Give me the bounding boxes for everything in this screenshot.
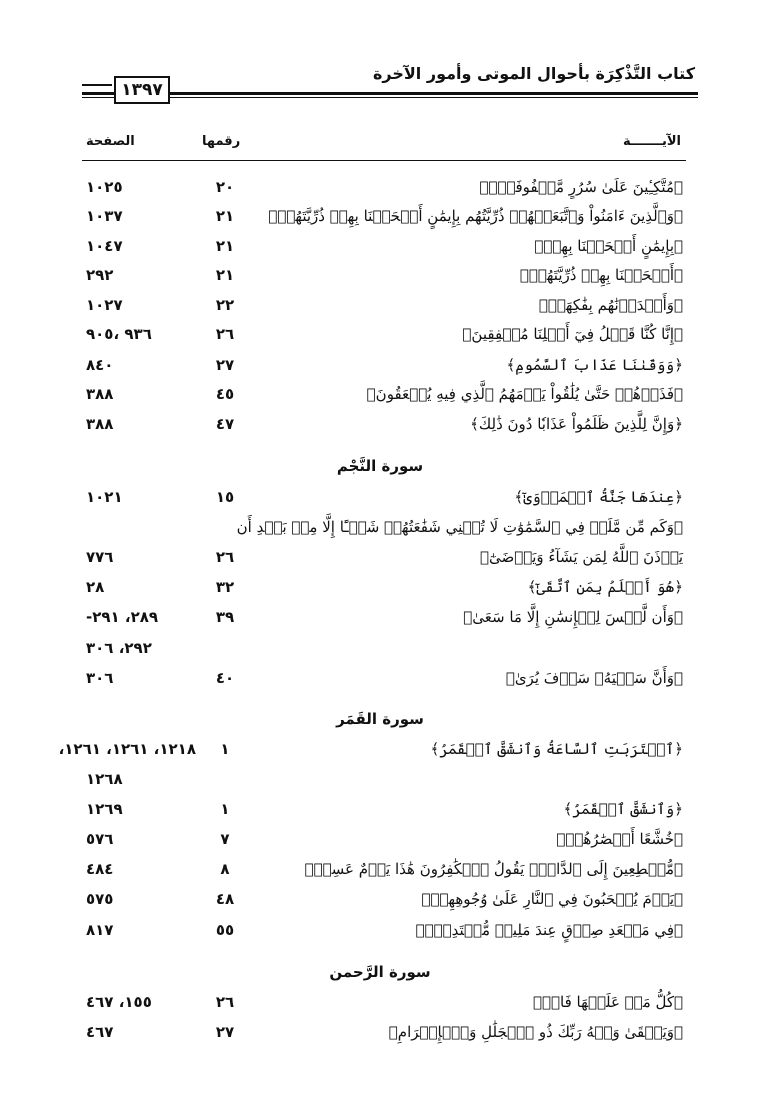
page-references: ٩٣٦ ،٩٠٥ (86, 325, 152, 343)
verse-number: ٤٥ (215, 385, 235, 403)
verse-text: ﴿وَوَقَىٰنَا عَذَابَ ٱلسَّمُومِ﴾ (506, 356, 683, 374)
verse-number: ٧ (220, 830, 230, 848)
page-references: ٢٨ (86, 578, 105, 596)
verse-number: ٤٨ (215, 890, 235, 908)
verse-number: ٨ (220, 860, 230, 878)
surah-heading: سورة القَمَر (336, 710, 424, 728)
verse-number: ٣٢ (215, 578, 235, 596)
page-references: ٣٨٨ (86, 415, 114, 433)
verse-text: ﴿هُوَ أَعۡلَمُ بِمَنِ ٱتَّقَىٰٓ﴾ (527, 578, 683, 596)
page-references: ١٠٤٧ (86, 237, 123, 255)
page-references: ١٠٢١ (86, 488, 123, 506)
page-references: ٣٨٨ (86, 385, 114, 403)
verse-text: ﴿كُلُّ مَنۡ عَلَيۡهَا فَانٖ﴾ (533, 993, 683, 1011)
page-references: ١٠٣٧ (86, 207, 123, 225)
verse-text: ﴿وَٱلَّذِينَ ءَامَنُواْ وَٱتَّبَعَتۡهُمۡ ذُرِّيَّتُهُم بِإِيمَٰنٍ أَلۡحَقۡنَا بِهِمۡ ذُرِّيَّتَهُمۡ﴾ (268, 207, 683, 225)
page-references: ٥٧٦ (86, 830, 114, 848)
verse-number: ١٥ (215, 488, 235, 506)
page-references: ٢٨٩، ٢٩١- (86, 608, 159, 626)
verse-number: ٢٦ (215, 993, 235, 1011)
column-header-number: رقمها (202, 134, 241, 149)
verse-number: ٢٠ (215, 178, 235, 196)
page-references: ١٠٢٥ (86, 178, 123, 196)
verse-number: ٢٦ (215, 325, 235, 343)
verse-text: ﴿وَأَمۡدَدۡنَٰهُم بِفَٰكِهَةٖ﴾ (538, 296, 683, 314)
verse-text: ﴿وَكَم مِّن مَّلَكٖ فِي ٱلسَّمَٰوَٰتِ لَا تُغۡنِي شَفَٰعَتُهُمۡ شَيۡـًٔا إِلَّا مِنۢ بَعۡدِ أَن (236, 518, 683, 536)
page-references: ١٥٥، ٤٦٧ (86, 993, 152, 1011)
verse-text: ﴿وَٱنشَقَّ ٱلۡقَمَرُ﴾ (563, 800, 683, 818)
verse-number: ٥٥ (215, 921, 235, 939)
page-references: ٨٤٠ (86, 356, 114, 374)
verse-number: ٣٩ (215, 608, 235, 626)
verse-text: ﴿فِي مَقۡعَدِ صِدۡقٍ عِندَ مَلِيكٖ مُّقۡتَدِرِۭ﴾ (415, 921, 683, 939)
column-header-page: الصفحة (86, 134, 135, 149)
verse-text: ﴿أَلۡحَقۡنَا بِهِمۡ ذُرِّيَّتَهُمۡ﴾ (519, 266, 683, 284)
verse-number: ٢٢ (215, 296, 235, 314)
verse-number: ١ (220, 740, 230, 758)
page-references: ٤٨٤ (86, 860, 114, 878)
verse-text: ﴿بِإِيمَٰنٍ أَلۡحَقۡنَا بِهِمۡ﴾ (534, 237, 683, 255)
column-header-verse: الآيـــــــة (622, 134, 681, 149)
page-references: ١٢٦٩ (86, 800, 123, 818)
page-references: ٧٧٦ (86, 548, 114, 566)
verse-text: ﴿عِندَهَا جَنَّةُ ٱلۡمَأۡوَىٰٓ﴾ (514, 488, 683, 506)
verse-text: ﴿وَأَنَّ سَعۡيَهُۥ سَوۡفَ يُرَىٰ﴾ (505, 669, 683, 687)
verse-number: ٢٦ (215, 548, 235, 566)
verse-text: يَأۡذَنَ ٱللَّهُ لِمَن يَشَآءُ وَيَرۡضَىٰٓ﴾ (479, 548, 683, 566)
page-references: ٥٧٥ (86, 890, 114, 908)
verse-text: ﴿مُتَّكِـِٔينَ عَلَىٰ سُرُرٍ مَّصۡفُوفَةٍۖ﴾ (479, 178, 683, 196)
verse-text: ﴿وَيَبۡقَىٰ وَجۡهُ رَبِّكَ ذُو ٱلۡجَلَٰلِ وَٱلۡإِكۡرَامِ﴾ (388, 1023, 683, 1041)
verse-text: ﴿يَوۡمَ يُسۡحَبُونَ فِي ٱلنَّارِ عَلَىٰ وُجُوهِهِمۡ﴾ (421, 890, 683, 908)
verse-number: ٢١ (215, 237, 235, 255)
surah-heading: سورة الرَّحمن (329, 963, 431, 981)
page-references: ١٢٦٨ (86, 770, 123, 788)
verse-number: ٢٧ (215, 356, 235, 374)
verse-text: ﴿خُشَّعًا أَبۡصَٰرُهُمۡ﴾ (556, 830, 683, 848)
verse-text: ﴿فَذَرۡهُمۡ حَتَّىٰ يُلَٰقُواْ يَوۡمَهُمُ ٱلَّذِي فِيهِ يُصۡعَقُونَ﴾ (366, 385, 683, 403)
page-references: ٣٠٦ (86, 669, 114, 687)
page-references: ٤٦٧ (86, 1023, 114, 1041)
page-references: ٢٩٢، ٣٠٦ (86, 639, 152, 657)
verse-number: ٤٠ (215, 669, 235, 687)
surah-heading: سورة النَّجْم (336, 457, 424, 475)
page-references: ٨١٧ (86, 921, 114, 939)
verse-number: ٢٧ (215, 1023, 235, 1041)
verse-text: ﴿مُّهۡطِعِينَ إِلَى ٱلدَّاعِۖ يَقُولُ ٱلۡكَٰفِرُونَ هَٰذَا يَوۡمٌ عَسِرٞ﴾ (304, 860, 683, 878)
verse-number: ٤٧ (215, 415, 235, 433)
verse-number: ٢١ (215, 207, 235, 225)
page-references: ٢٩٢ (86, 266, 114, 284)
verse-number: ١ (220, 800, 230, 818)
page-references: ١٢١٨، ١٢٦١، ١٢٦١، (58, 740, 196, 758)
verse-text: ﴿ٱقۡتَرَبَتِ ٱلسَّاعَةُ وَٱنشَقَّ ٱلۡقَمَرُ﴾ (430, 740, 683, 758)
verse-text: ﴿وَأَن لَّيۡسَ لِلۡإِنسَٰنِ إِلَّا مَا سَعَىٰ﴾ (463, 608, 683, 626)
book-title: كتاب التَّذْكِرَة بأحوال الموتى وأمور الآخرة (372, 64, 695, 83)
verse-text: ﴿إِنَّا كُنَّا قَبۡلُ فِيٓ أَهۡلِنَا مُشۡفِقِينَ﴾ (462, 325, 683, 343)
page-number: ١٣٩٧ (114, 76, 170, 104)
verse-number: ٢١ (215, 266, 235, 284)
page-references: ١٠٢٧ (86, 296, 123, 314)
verse-text: ﴿وَإِنَّ لِلَّذِينَ ظَلَمُواْ عَذَابٗا دُونَ ذَٰلِكَ﴾ (470, 415, 683, 433)
